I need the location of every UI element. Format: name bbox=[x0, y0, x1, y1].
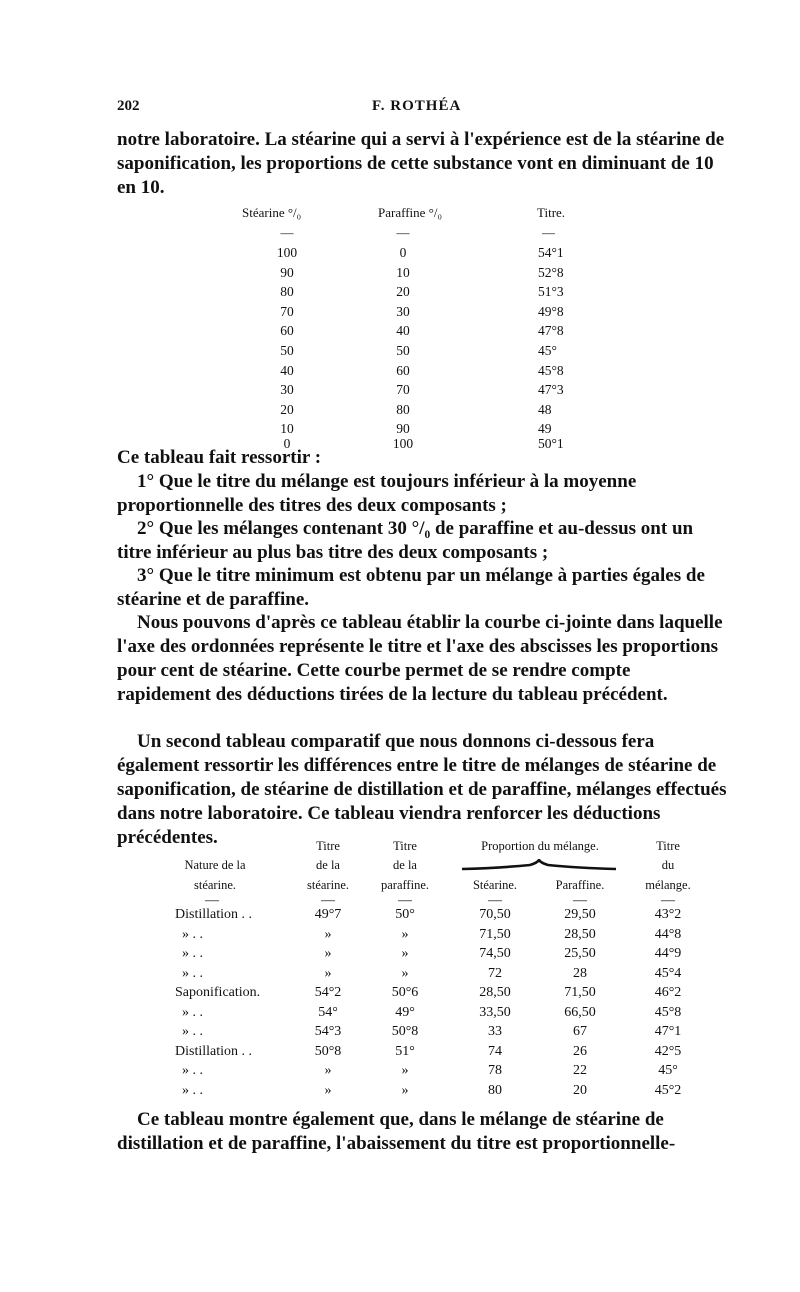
cell: 80 bbox=[488, 1082, 502, 1098]
cell: 100 bbox=[392, 436, 414, 452]
cell: 44°8 bbox=[654, 926, 682, 942]
cell: 0 bbox=[399, 245, 407, 260]
cell: 45°8 bbox=[654, 1004, 682, 1020]
cell: 50 bbox=[280, 342, 294, 358]
cell: » . . bbox=[182, 926, 203, 942]
cell: 51° bbox=[395, 1043, 415, 1059]
paragraph-intro: notre laboratoire. La stéarine qui a servi à l'expérience est de la stéarine de saponification, les proportions de cette substance vont en diminuant de 10 en 10. bbox=[117, 129, 725, 198]
cell: 60 bbox=[396, 362, 410, 378]
cell: 30 bbox=[280, 382, 294, 398]
paragraph-second-table: Un second tableau comparatif que nous donnons ci-dessous fera également ressortir les différences entre le titre de mélanges de stéarine de saponification, de stéarine de distillation et de paraffine, mélanges effectués dans notre laboratoire. Ce tableau viendra renforcer les déductions précédentes. bbox=[117, 731, 727, 848]
cell: 78 bbox=[488, 1063, 502, 1078]
cell: 10 bbox=[280, 421, 294, 437]
cell: 44°9 bbox=[654, 946, 682, 961]
table2-col-titre-melange-l1: Titre bbox=[656, 839, 680, 853]
cell: 100 bbox=[276, 245, 298, 260]
running-title-author: F. ROTHÉA bbox=[372, 98, 462, 114]
cell: 49° bbox=[395, 1004, 415, 1020]
cell: » bbox=[401, 926, 409, 942]
cell: 54°1 bbox=[538, 245, 564, 260]
running-header bbox=[117, 98, 727, 122]
cell: 45° bbox=[658, 1063, 678, 1078]
table-row bbox=[170, 985, 710, 1004]
table2-col-paraffine: Paraffine. bbox=[555, 878, 605, 892]
cell: 45°4 bbox=[654, 965, 682, 981]
cell: 0 bbox=[283, 436, 291, 452]
dash: — bbox=[396, 225, 410, 240]
paragraph-curve: Nous pouvons d'après ce tableau établir la courbe ci-jointe dans laquelle l'axe des ordonnées représente le titre et l'axe des abscisses les proportions pour cent de stéarine. Cette courbe permet de se rendre compte rapidement des déductions tirées de la lecture du tableau précédent. bbox=[117, 612, 723, 705]
cell: » bbox=[401, 1082, 409, 1098]
table-row bbox=[170, 966, 710, 985]
cell: Distillation . . bbox=[175, 1043, 252, 1059]
cell: » . . bbox=[182, 946, 203, 961]
cell: 70,50 bbox=[479, 907, 511, 922]
cell: 60 bbox=[280, 323, 294, 339]
dash: — bbox=[205, 893, 219, 908]
cell: 50 bbox=[396, 342, 410, 358]
cell: 20 bbox=[280, 401, 294, 417]
table-row bbox=[220, 245, 620, 265]
paragraph-final: Ce tableau montre également que, dans le mélange de stéarine de distillation et de paraffine, l'abaissement du titre est proportionnelle- bbox=[117, 1109, 676, 1154]
cell: 50° bbox=[395, 907, 415, 922]
table1-header bbox=[220, 205, 620, 225]
cell: 49°7 bbox=[314, 907, 342, 922]
dash: — bbox=[661, 893, 675, 908]
cell: 72 bbox=[488, 965, 502, 981]
cell: Distillation . . bbox=[175, 907, 252, 922]
table-row bbox=[170, 1024, 710, 1043]
table2-col-titre-stearine-l1: Titre bbox=[316, 839, 340, 853]
cell: 70 bbox=[396, 382, 410, 398]
table2-col-titre-stearine-l3: stéarine. bbox=[307, 878, 349, 892]
cell: » . . bbox=[182, 1024, 203, 1039]
table2-col-proportion: Proportion du mélange. bbox=[481, 839, 599, 853]
cell: 33,50 bbox=[479, 1004, 511, 1020]
table1-col-paraffine: Paraffine °/₀ bbox=[378, 205, 442, 220]
cell: 20 bbox=[573, 1082, 587, 1098]
cell: 54°3 bbox=[314, 1024, 342, 1039]
cell: 25,50 bbox=[564, 946, 596, 961]
cell: » bbox=[401, 946, 409, 961]
table2-col-titre-stearine-l2: de la bbox=[316, 858, 340, 872]
table2-col-titre-paraffine-l1: Titre bbox=[393, 839, 417, 853]
cell: 20 bbox=[396, 284, 410, 300]
cell: 33 bbox=[488, 1024, 502, 1039]
cell: 45°2 bbox=[654, 1082, 682, 1098]
cell: » bbox=[401, 965, 409, 981]
cell: 49 bbox=[538, 421, 552, 437]
cell: 50°6 bbox=[391, 985, 419, 1000]
cell: 29,50 bbox=[564, 907, 596, 922]
table-row bbox=[170, 946, 710, 965]
cell: » bbox=[401, 1063, 409, 1078]
table2-col-stearine: Stéarine. bbox=[472, 878, 518, 892]
table-row bbox=[170, 907, 710, 926]
cell: 40 bbox=[396, 323, 410, 339]
table2-col-titre-paraffine-l2: de la bbox=[393, 858, 417, 872]
cell: 80 bbox=[396, 401, 410, 417]
cell: 47°8 bbox=[538, 323, 564, 339]
cell: 28,50 bbox=[479, 985, 511, 1000]
table-stearine-paraffine bbox=[220, 205, 620, 456]
table-row bbox=[220, 382, 620, 402]
page-number: 202 bbox=[117, 98, 140, 114]
cell: » . . bbox=[182, 965, 203, 981]
cell: » bbox=[324, 1063, 332, 1078]
cell: 50°1 bbox=[538, 436, 564, 452]
cell: 22 bbox=[573, 1063, 587, 1078]
cell: 71,50 bbox=[479, 926, 511, 942]
table1-col-titre: Titre. bbox=[537, 205, 566, 220]
table-row bbox=[220, 265, 620, 285]
cell: 40 bbox=[280, 362, 294, 378]
cell: 10 bbox=[396, 264, 410, 280]
paragraph-point-2: 2° Que les mélanges contenant 30 °/₀ de paraffine et au-dessus ont un titre inférieur au plus bas titre des deux composants ; bbox=[117, 518, 694, 563]
table-row bbox=[220, 323, 620, 343]
dash: — bbox=[321, 893, 335, 908]
dash: — bbox=[488, 893, 502, 908]
cell: 54°2 bbox=[314, 985, 342, 1000]
table1-col-stearine: Stéarine °/₀ bbox=[242, 205, 302, 220]
cell: » bbox=[324, 926, 332, 942]
table-row bbox=[220, 304, 620, 324]
paragraph-point-3: 3° Que le titre minimum est obtenu par un mélange à parties égales de stéarine et de paraffine. bbox=[117, 565, 705, 610]
table2-col-titre-melange-l2: du bbox=[661, 858, 675, 872]
cell: 26 bbox=[573, 1043, 587, 1059]
cell: 80 bbox=[280, 284, 294, 300]
cell: 46°2 bbox=[654, 985, 682, 1000]
cell: 70 bbox=[280, 303, 294, 319]
table-row bbox=[220, 363, 620, 383]
table-row bbox=[220, 284, 620, 304]
paragraph-point-1: 1° Que le titre du mélange est toujours inférieur à la moyenne proportionnelle des titres des deux composants ; bbox=[117, 471, 637, 516]
cell: 45° bbox=[538, 342, 557, 358]
cell: 28 bbox=[573, 965, 587, 981]
cell: » bbox=[324, 1082, 332, 1098]
cell: » bbox=[324, 965, 332, 981]
table-row bbox=[220, 402, 620, 422]
cell: » bbox=[324, 946, 332, 961]
dash: — bbox=[542, 225, 555, 240]
cell: 50°8 bbox=[391, 1024, 419, 1039]
cell: 51°3 bbox=[538, 284, 564, 300]
cell: 74,50 bbox=[479, 946, 511, 961]
table-row bbox=[220, 421, 620, 436]
cell: 50°8 bbox=[314, 1043, 342, 1059]
cell: 54° bbox=[318, 1004, 338, 1020]
dash: — bbox=[573, 893, 587, 908]
table2-col-nature-l2: stéarine. bbox=[194, 878, 236, 892]
cell: 74 bbox=[488, 1043, 502, 1059]
table2-col-nature-l1: Nature de la bbox=[184, 858, 246, 872]
cell: 42°5 bbox=[654, 1043, 682, 1059]
cell: » . . bbox=[182, 1082, 203, 1098]
cell: 43°2 bbox=[654, 907, 682, 922]
dash: — bbox=[280, 225, 294, 240]
table-row bbox=[220, 343, 620, 363]
cell: » . . bbox=[182, 1004, 203, 1020]
cell: 28,50 bbox=[564, 926, 596, 942]
brace-icon bbox=[460, 859, 618, 873]
table2-col-titre-melange-l3: mélange. bbox=[645, 878, 691, 892]
cell: 66,50 bbox=[564, 1004, 596, 1020]
table2-col-titre-paraffine-l3: paraffine. bbox=[380, 878, 429, 892]
paragraph-conclusion-lead: Ce tableau fait ressortir : bbox=[117, 447, 322, 468]
cell: 71,50 bbox=[564, 985, 596, 1000]
table-row bbox=[170, 1005, 710, 1024]
table-row bbox=[170, 1063, 710, 1082]
cell: 47°3 bbox=[538, 382, 564, 398]
table-row bbox=[170, 1044, 710, 1063]
cell: 30 bbox=[396, 303, 410, 319]
dash: — bbox=[398, 893, 412, 908]
table-row bbox=[170, 927, 710, 946]
cell: 45°8 bbox=[538, 362, 564, 378]
cell: 52°8 bbox=[538, 264, 564, 280]
cell: Saponification. bbox=[175, 985, 261, 1000]
cell: 47°1 bbox=[654, 1024, 682, 1039]
cell: 90 bbox=[280, 264, 294, 280]
table1-dash-row bbox=[220, 225, 620, 245]
cell: 48 bbox=[538, 401, 552, 417]
cell: 67 bbox=[573, 1024, 587, 1039]
table-row bbox=[170, 1083, 710, 1102]
cell: » . . bbox=[182, 1063, 203, 1078]
cell: 49°8 bbox=[538, 303, 564, 319]
cell: 90 bbox=[396, 421, 410, 437]
